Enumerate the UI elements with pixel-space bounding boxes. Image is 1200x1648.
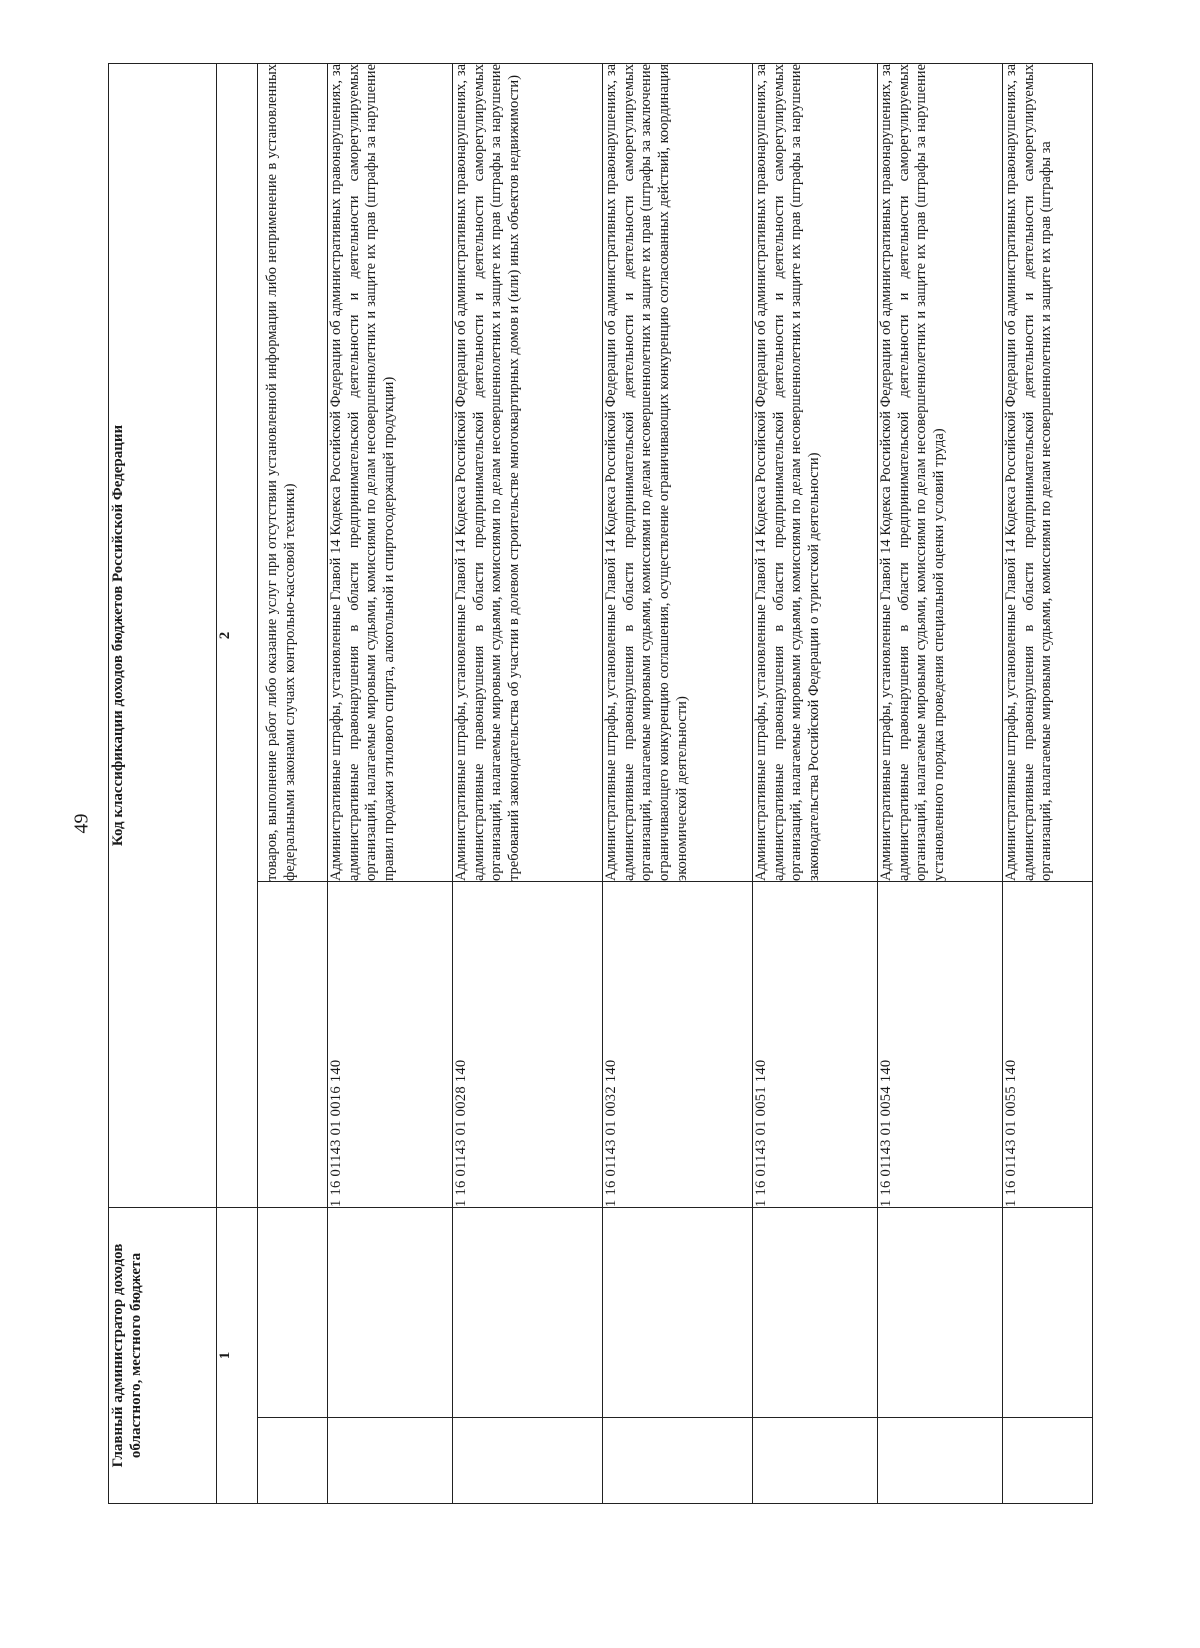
rotated-page [108, 64, 1172, 1504]
description-cell: Административные штрафы, установленные Главой 14 Кодекса Российской Федерации об административных правонарушениях, за административные правонарушения в области предпринимательской деятельности и деятельности саморегулируемых организаций, налагаемые мировыми судьями, комиссиями по делам несовершеннолетних и защите их прав (штрафы за нарушение правил продажи этилового спирта, алкогольной и спиртосодержащей продукции) [328, 63, 453, 881]
table-row [878, 63, 1003, 1503]
column-number-2: 2 [217, 63, 258, 1207]
description-cell: Административные штрафы, установленные Главой 14 Кодекса Российской Федерации об административных правонарушениях, за административные правонарушения в области предпринимательской деятельности и деятельности саморегулируемых организаций, налагаемые мировыми судьями, комиссиями по делам несовершеннолетних и защите их прав (штрафы за нарушение законодательства Российской Федерации о туристской деятельности) [753, 63, 878, 881]
code-cell: 1 16 01143 01 0051 140 [753, 881, 878, 1207]
header-code: Код классификации доходов бюджетов Российской Федерации [109, 63, 217, 1207]
admin-cell [603, 1207, 753, 1417]
description-cell: Административные штрафы, установленные Главой 14 Кодекса Российской Федерации об административных правонарушениях, за административные правонарушения в области предпринимательской деятельности и деятельности саморегулируемых организаций, налагаемые мировыми судьями, комиссиями по делам несовершеннолетних и защите их прав (штрафы за нарушение установленного порядка проведения специальной оценки условий труда) [878, 63, 1003, 881]
table-row [453, 63, 603, 1503]
header-admin: Главный администратор доходов областного, местного бюджета [109, 1207, 217, 1503]
code-cell: 1 16 01143 01 0028 140 [453, 881, 603, 1207]
admin-cell [258, 1418, 328, 1504]
table-row [1003, 63, 1093, 1503]
description-cell: Административные штрафы, установленные Главой 14 Кодекса Российской Федерации об административных правонарушениях, за административные правонарушения в области предпринимательской деятельности и деятельности саморегулируемых организаций, налагаемые мировыми судьями, комиссиями по делам несовершеннолетних и защите их прав (штрафы за нарушение требований законодательства об участии в долевом строительстве многоквартирных домов и (или) иных объектов недвижимости) [453, 63, 603, 881]
admin-cell [328, 1207, 453, 1417]
description-cell: товаров, выполнение работ либо оказание услуг при отсутствии установленной информации либо неприменение в установленных федеральными законами случаях контрольно-кассовой техники) [258, 63, 328, 881]
admin-cell [1003, 1207, 1093, 1417]
code-cell: 1 16 01143 01 0055 140 [1003, 881, 1093, 1207]
page-number: 49 [70, 813, 93, 834]
admin-cell [878, 1207, 1003, 1417]
admin-cell [1003, 1418, 1093, 1504]
table-row [603, 63, 753, 1503]
code-cell: 1 16 01143 01 0032 140 [603, 881, 753, 1207]
admin-cell [328, 1418, 453, 1504]
column-number-1: 1 [217, 1207, 258, 1503]
description-cell: Административные штрафы, установленные Главой 14 Кодекса Российской Федерации об административных правонарушениях, за административные правонарушения в области предпринимательской деятельности и деятельности саморегулируемых организаций, налагаемые мировыми судьями, комиссиями по делам несовершеннолетних и защите их прав (штрафы за [1003, 63, 1093, 881]
code-cell [258, 881, 328, 1207]
code-cell: 1 16 01143 01 0054 140 [878, 881, 1003, 1207]
admin-cell [258, 1207, 328, 1417]
admin-cell [753, 1207, 878, 1417]
admin-cell [453, 1207, 603, 1417]
revenue-classification-table [108, 63, 1093, 1504]
admin-cell [753, 1418, 878, 1504]
admin-cell [878, 1418, 1003, 1504]
admin-cell [453, 1418, 603, 1504]
admin-cell [603, 1418, 753, 1504]
table-row [328, 63, 453, 1503]
table-row [753, 63, 878, 1503]
code-cell: 1 16 01143 01 0016 140 [328, 881, 453, 1207]
description-cell: Административные штрафы, установленные Главой 14 Кодекса Российской Федерации об административных правонарушениях, за административные правонарушения в области предпринимательской деятельности и деятельности саморегулируемых организаций, налагаемые мировыми судьями, комиссиями по делам несовершеннолетних и защите их прав (штрафы за заключение ограничивающего конкуренцию соглашения, осуществление ограничивающих конкуренцию согласованных действий, координация экономической деятельности) [603, 63, 753, 881]
table-row [258, 63, 328, 1503]
